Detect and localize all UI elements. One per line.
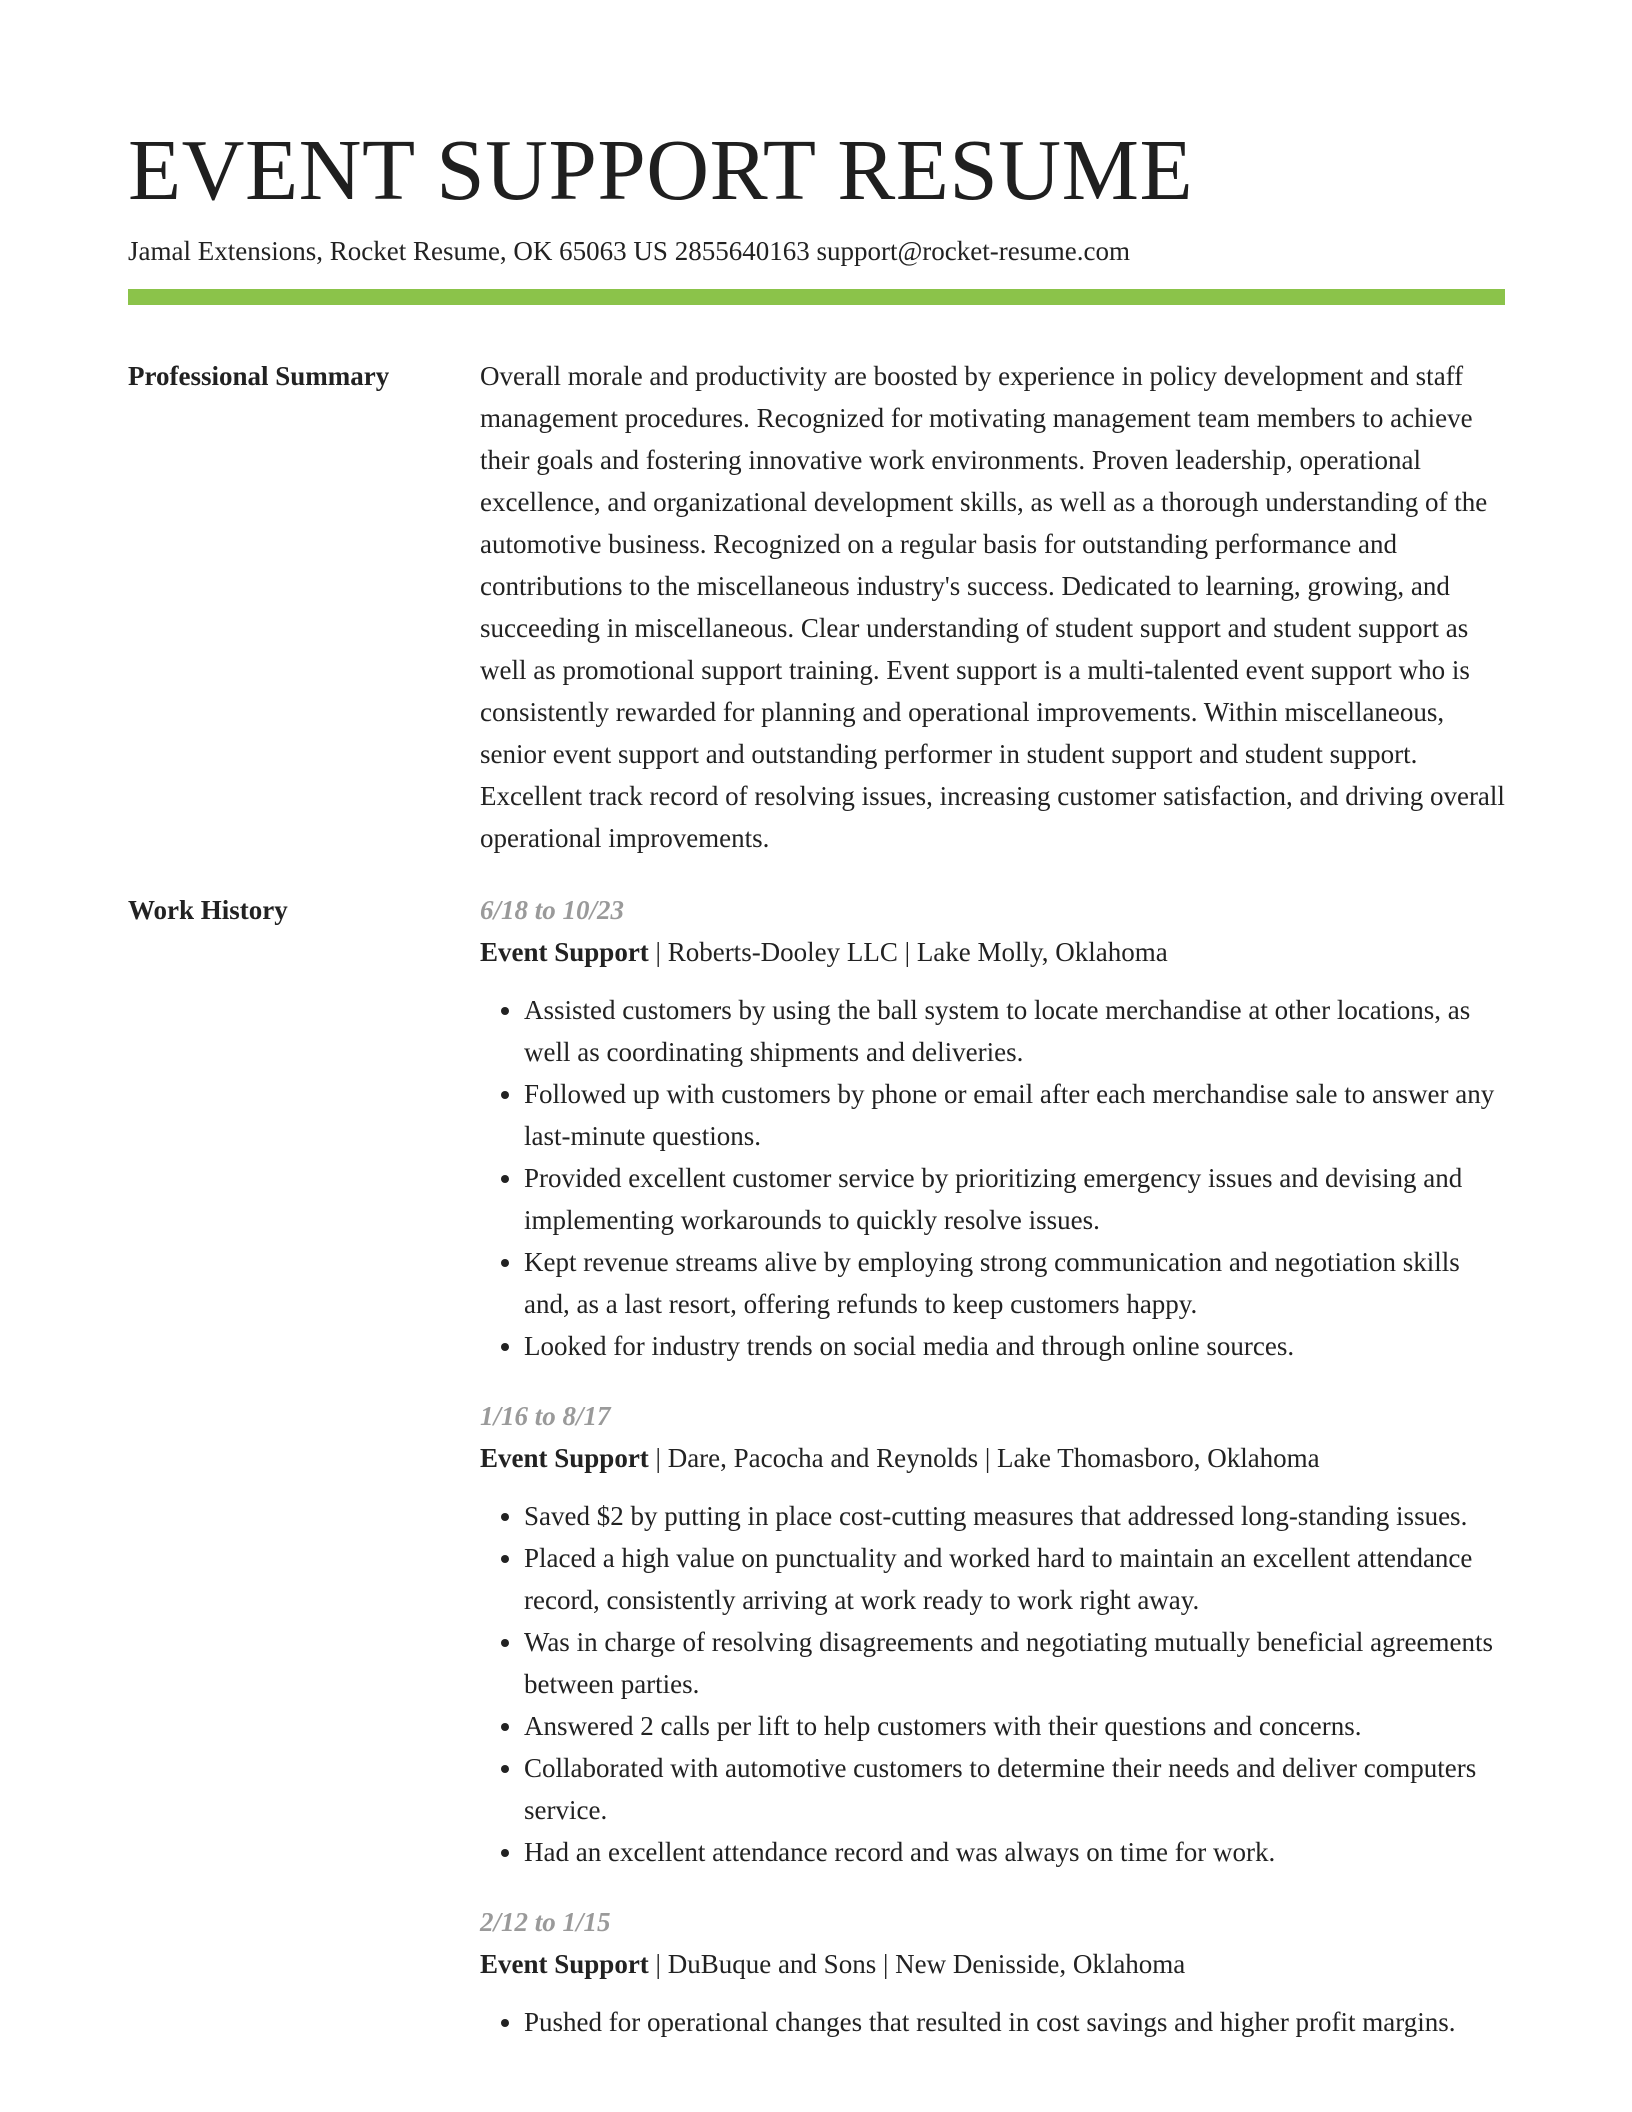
job-details: | Dare, Pacocha and Reynolds | Lake Thomasboro, Oklahoma xyxy=(648,1443,1320,1473)
job-dates: 1/16 to 8/17 xyxy=(480,1401,611,1431)
job-bullet: • Pushed for operational changes that resulted in cost savings and higher profit margins. xyxy=(524,2001,1505,2043)
job-details: | DuBuque and Sons | New Denisside, Oklahoma xyxy=(648,1949,1186,1979)
job-details: | Roberts-Dooley LLC | Lake Molly, Oklahoma xyxy=(648,937,1168,967)
contact-line: Jamal Extensions, Rocket Resume, OK 65063 US 2855640163 support@rocket-resume.com xyxy=(128,236,1130,266)
job-bullet: • Assisted customers by using the ball system to locate merchandise at other locations, as well as coordinating shipments and deliveries. xyxy=(524,989,1505,1073)
work-history-section xyxy=(128,889,1505,2071)
job-heading xyxy=(480,1943,1505,1985)
job-bullets xyxy=(480,1495,1505,1873)
job-bullet: • Kept revenue streams alive by employing strong communication and negotiation skills and, as a last resort, offering refunds to keep customers happy. xyxy=(524,1241,1505,1325)
job-dates: 6/18 to 10/23 xyxy=(480,895,625,925)
section-label-summary: Professional Summary xyxy=(128,361,390,391)
job-bullet: • Placed a high value on punctuality and worked hard to maintain an excellent attendance record, consistently arriving at work ready to work right away. xyxy=(524,1537,1505,1621)
job-title: Event Support xyxy=(480,937,649,967)
job-bullet: • Answered 2 calls per lift to help customers with their questions and concerns. xyxy=(524,1705,1505,1747)
job-bullet: • Looked for industry trends on social media and through online sources. xyxy=(524,1325,1505,1367)
job-title: Event Support xyxy=(480,1443,649,1473)
professional-summary-section xyxy=(128,355,1505,859)
job-bullet: • Was in charge of resolving disagreements and negotiating mutually beneficial agreements between parties. xyxy=(524,1621,1505,1705)
job-bullets xyxy=(480,989,1505,1367)
resume-page xyxy=(128,120,1505,2071)
job-bullet: • Followed up with customers by phone or email after each merchandise sale to answer any last-minute questions. xyxy=(524,1073,1505,1157)
section-label-work-history: Work History xyxy=(128,895,288,925)
job-bullet: • Collaborated with automotive customers to determine their needs and deliver computers service. xyxy=(524,1747,1505,1831)
work-history-list xyxy=(480,889,1505,2071)
job-title: Event Support xyxy=(480,1949,649,1979)
job-bullet: • Saved $2 by putting in place cost-cutting measures that addressed long-standing issues. xyxy=(524,1495,1505,1537)
job-heading xyxy=(480,931,1505,973)
job-bullet: • Provided excellent customer service by prioritizing emergency issues and devising and implementing workarounds to quickly resolve issues. xyxy=(524,1157,1505,1241)
job-heading xyxy=(480,1437,1505,1479)
job-entry xyxy=(480,1901,1505,2043)
job-bullets xyxy=(480,2001,1505,2043)
summary-text: Overall morale and productivity are boosted by experience in policy development and staff management procedures. Recognized for motivating management team members to achieve their goals and fostering innovative work environments. Proven leadership, operational excellence, and organizational development skills, as well as a thorough understanding of the automotive business. Recognized on a regular basis for outstanding performance and contributions to the miscellaneous industry's success. Dedicated to learning, growing, and succeeding in miscellaneous. Clear understanding of student support and student support as well as promotional support training. Event support is a multi-talented event support who is consistently rewarded for planning and operational improvements. Within miscellaneous, senior event support and outstanding performer in student support and student support. Excellent track record of resolving issues, increasing customer satisfaction, and driving overall operational improvements. xyxy=(480,361,1505,853)
job-dates: 2/12 to 1/15 xyxy=(480,1907,611,1937)
job-bullet: • Had an excellent attendance record and was always on time for work. xyxy=(524,1831,1505,1873)
resume-title: EVENT SUPPORT RESUME xyxy=(128,121,1194,218)
job-entry xyxy=(480,1395,1505,1873)
header-divider xyxy=(128,289,1505,305)
job-entry xyxy=(480,889,1505,1367)
